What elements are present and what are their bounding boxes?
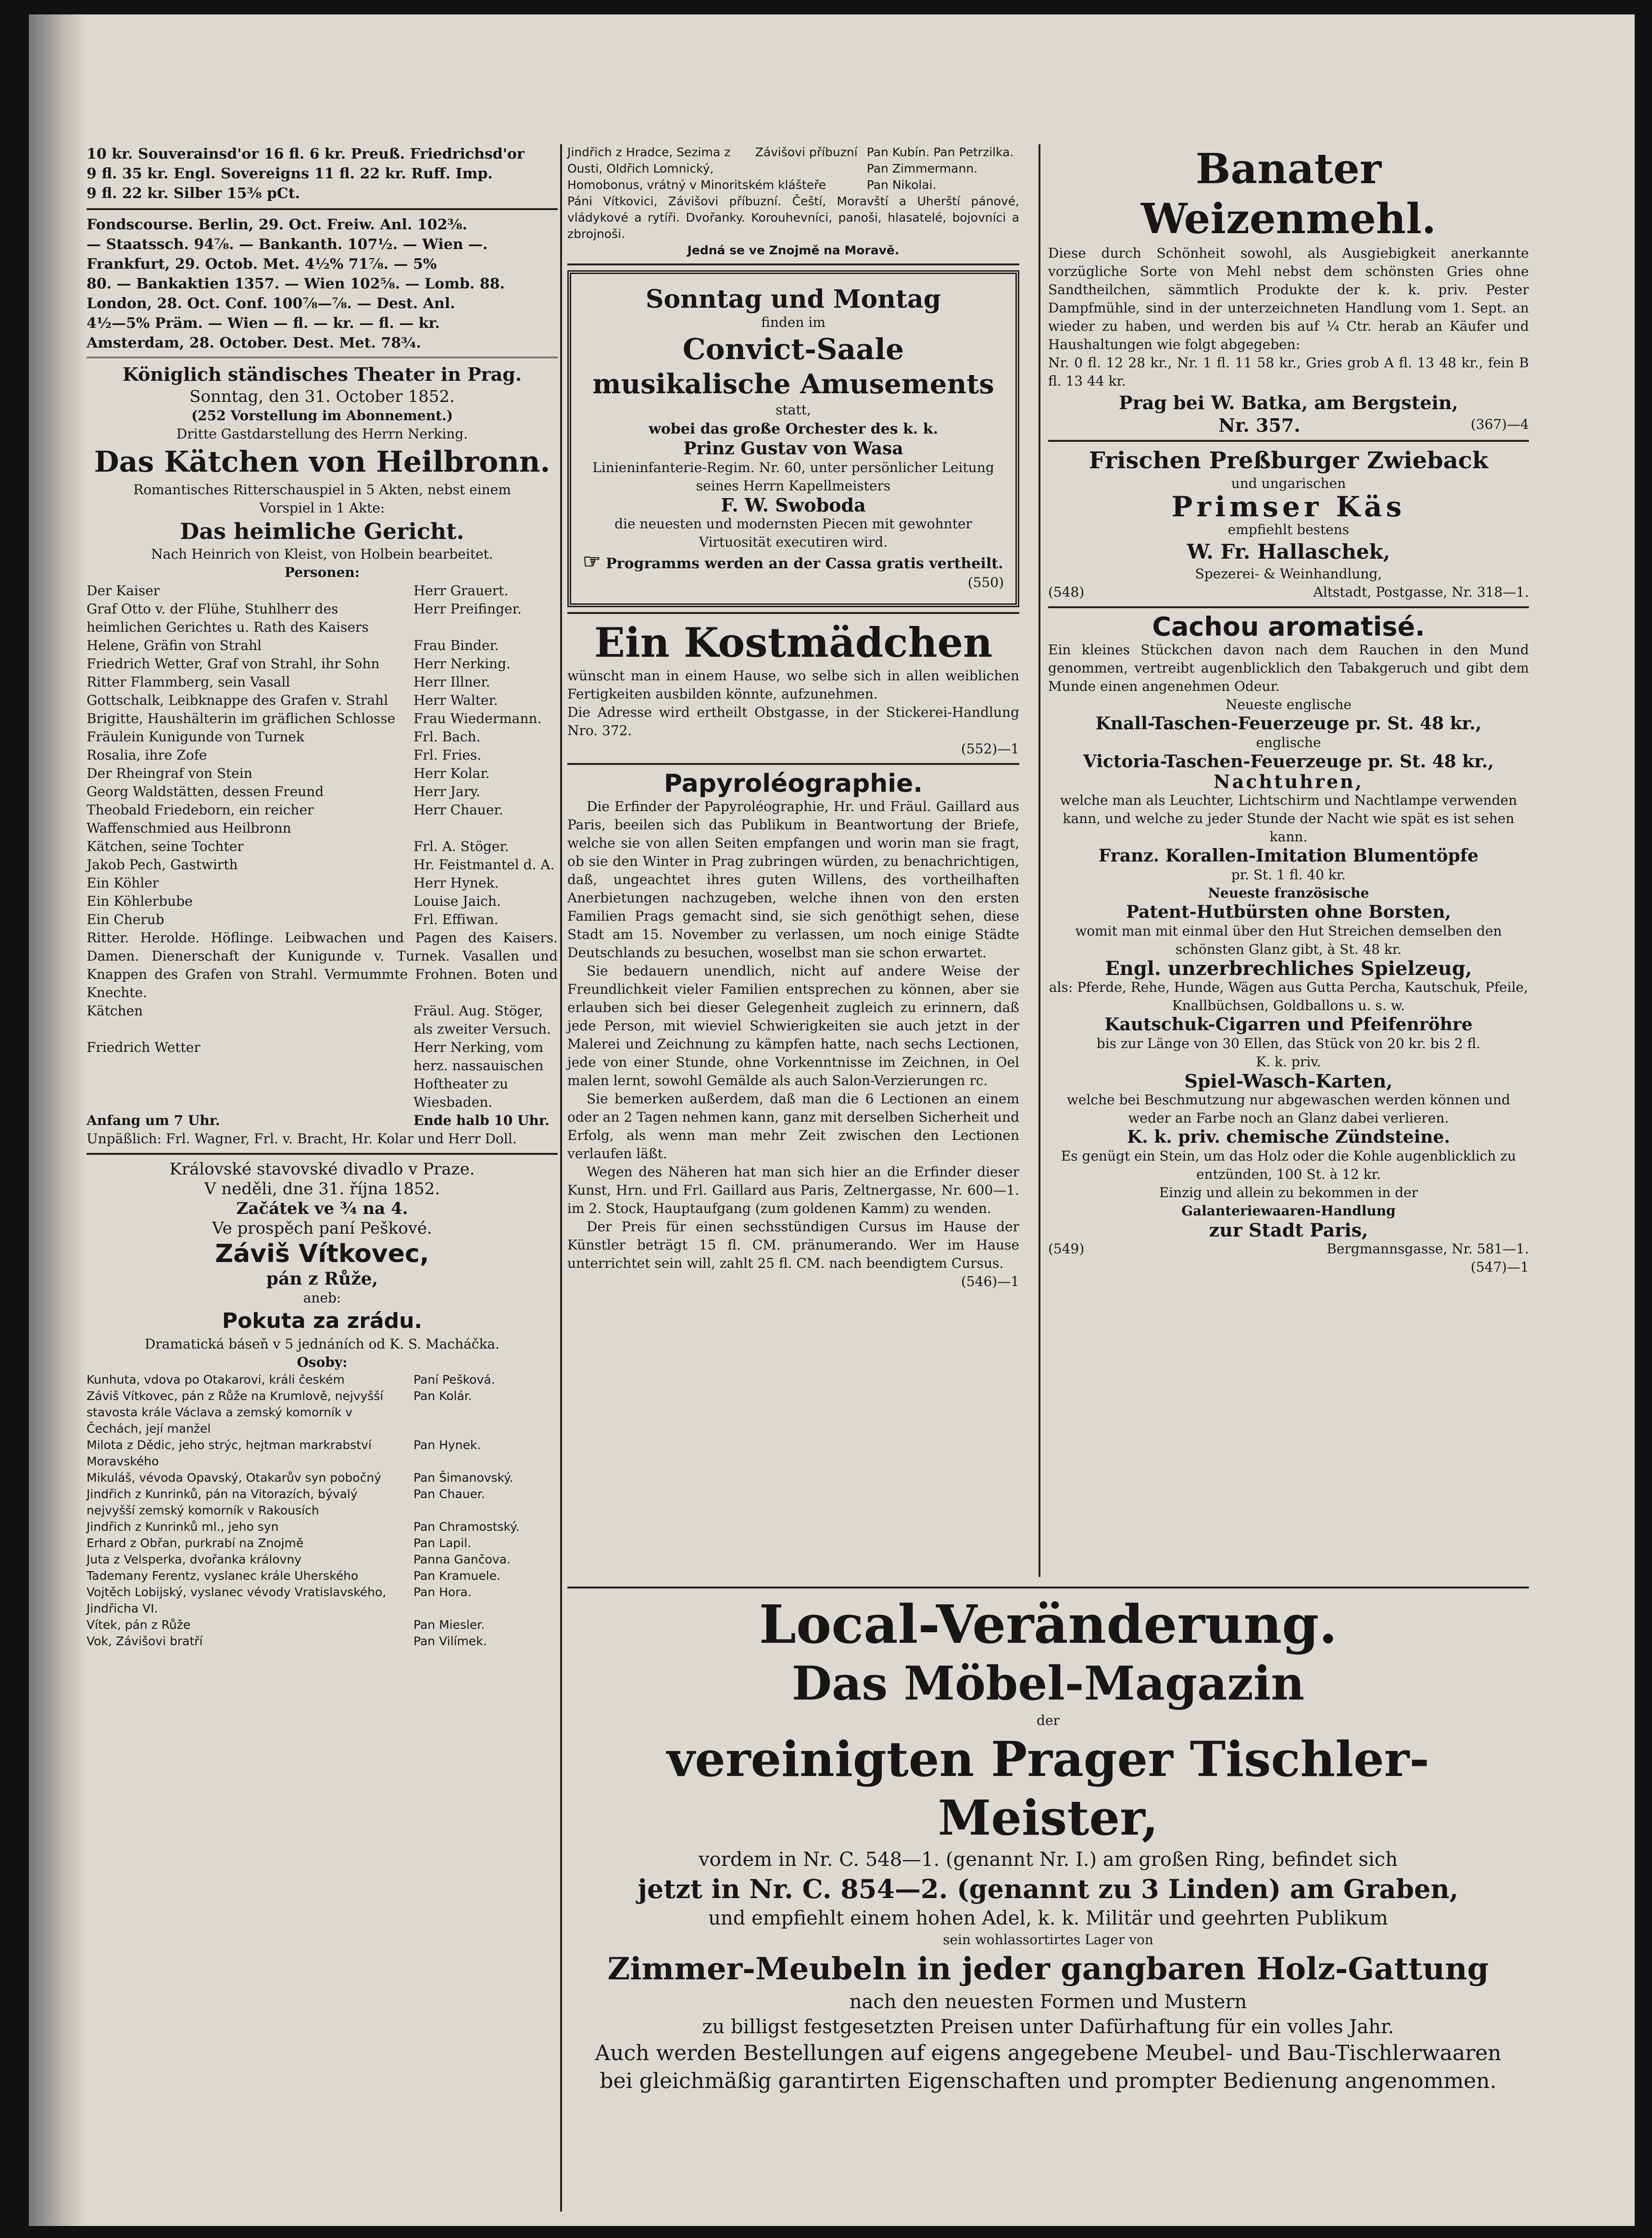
cast-row [87, 637, 558, 655]
papyro-paragraph: Der Preis für einen sechsstündigen Cursus im Hause der Künstler beträgt 15 fl. CM. pränumerando. Wer im Hause unterrichtet sein will, zahlt 25 fl. CM. nach beendigtem Cursus. [567, 1219, 1019, 1271]
product-line: Neueste englische [1226, 697, 1352, 713]
character: Jindřich z Kunrinků, pán na Vitorazích, bývalý nejvyšší zemský komorník v Rakousích [87, 1487, 358, 1517]
character: Jindřich z Kunrinků ml., jeho syn [87, 1520, 279, 1534]
actor: Herr Illner. [413, 674, 490, 690]
furniture-line: der [1037, 1713, 1060, 1728]
ad-number: (548) [1048, 584, 1085, 600]
character: Záviš Vítkovec, pán z Růže na Krumlově, nejvyšší stavosta krále Václava a zemský komorník v Čechách, její manžel [87, 1389, 384, 1436]
pointing-hand-icon: ☞ [583, 550, 601, 573]
cast-list [87, 582, 558, 929]
ad-number: (552)—1 [961, 741, 1019, 757]
divider [567, 612, 1019, 614]
character: Ein Cherub [87, 912, 164, 927]
furniture-line: bei gleichmäßig garantirten Eigenschaften und prompter Bedienung angenommen. [600, 2069, 1497, 2093]
actor: Herr Hynek. [413, 875, 499, 891]
papyro-paragraph: Die Erfinder der Papyroléographie, Hr. und Fräul. Gaillard aus Paris, beeilen sich das Publikum in Beantwortung der Briefe, welche sie von allen Seiten empfangen und worin man sie fragt, ob sie den Winter in Prag zubringen würden, zu benachrichtigen, daß, ungeachtet ihres guten Willens, des vortheilhaften Anerbietungen nachzugeben, welche ihnen von den ersten Familien Prags gemacht sind, sie sich genöthigt sehen, diese Stadt am 15. November zu verlassen, um noch einige Städte Deutschlands zu besuchen, woselbst man sie schon erwartet. [567, 799, 1019, 961]
cast-row [87, 728, 558, 746]
actor: Pan Hynek. [413, 1438, 481, 1452]
zwieback-heading: Frischen Preßburger Zwieback [1089, 447, 1489, 474]
character: Rosalia, ihre Zofe [87, 747, 207, 763]
prelude-author: Nach Heinrich von Kleist, von Holbein bearbeitet. [151, 546, 493, 562]
zwieback-line: Spezerei- & Weinhandlung, [1195, 566, 1382, 582]
character: Erhard z Obřan, purkrabí na Znojmě [87, 1536, 304, 1550]
fonds-line: 80. — Bankaktien 1357. — Wien 102⅝. — Lomb. 88. [87, 275, 505, 292]
furniture-new-address: jetzt in Nr. C. 854—2. (genannt zu 3 Linden) am Graben, [638, 1874, 1459, 1904]
flour-footer [1048, 415, 1529, 435]
flour-house-number: Nr. 357. [1218, 414, 1301, 436]
actor: Frau Wiedermann. [413, 711, 542, 726]
character: Ritter Flammberg, sein Vasall [87, 674, 290, 690]
actor: Herr Preifinger. [413, 601, 522, 617]
cast-row [87, 691, 558, 710]
furniture-product: Zimmer-Meubeln in jeder gangbaren Holz-Gattung [607, 1951, 1489, 1987]
divider [567, 763, 1019, 765]
ad-number: (550) [967, 575, 1004, 590]
furniture-line: vordem in Nr. C. 548—1. (genannt Nr. I.) am großen Ring, befindet sich [699, 1849, 1398, 1871]
theatre-date: Sonntag, den 31. October 1852. [189, 387, 455, 406]
fonds-line: London, 28. Oct. Conf. 100⅞—⅞. — Dest. Anl. [87, 295, 455, 312]
ad-number: (549) [1048, 1241, 1085, 1257]
cheese-heading: Primser Käs [1171, 490, 1406, 523]
character: Graf Otto v. der Flühe, Stuhlherr des heimlichen Gerichtes u. Rath des Kaisers [87, 601, 369, 635]
currency-line: 9 fl. 22 kr. Silber 15⅜ pCt. [87, 185, 300, 202]
actor: Frl. Bach. [413, 729, 481, 745]
cast-row [87, 1535, 558, 1551]
actor: Herr Kolar. [413, 765, 490, 781]
currency-line: 9 fl. 35 kr. Engl. Sovereigns 11 fl. 22 kr. Ruff. Imp. [87, 165, 493, 182]
product-name: Knall-Taschen-Feuerzeuge pr. St. 48 kr., [1095, 713, 1482, 734]
prelude-intro: Vorspiel in 1 Akte: [259, 500, 385, 516]
cz-benefit: Ve prospěch paní Peškové. [212, 1219, 432, 1238]
actor: Pan Chauer. [413, 1487, 485, 1501]
zwieback-footer [1048, 583, 1529, 601]
character: Vojtěch Lobijský, vyslanec vévody Vratislavského, Jindřicha VI. [87, 1585, 387, 1615]
cast-row [87, 1617, 558, 1633]
character: Milota z Dědic, jeho strýc, hejtman markrabství Moravského [87, 1438, 372, 1468]
cast-row [87, 1002, 558, 1038]
cast-heading: Personen: [284, 564, 360, 580]
cast-row [87, 673, 558, 691]
zwieback-line: und ungarischen [1231, 475, 1346, 491]
divider [1048, 440, 1529, 442]
cz-date: V neděli, dne 31. října 1852. [204, 1179, 440, 1199]
actor: Pan Vilímek. [413, 1634, 487, 1648]
character: Jakob Pech, Gastwirth [87, 857, 238, 873]
cachou-heading: Cachou aromatisé. [1152, 612, 1425, 642]
character: Brigitte, Haushälterin im gräflichen Schlosse [87, 711, 396, 726]
cast-row [87, 911, 558, 929]
cast-extras: Ritter. Herolde. Höflinge. Leibwachen und Pagen des Kaisers. Damen. Dienerschaft der Kunigunde v. Turnek. Vasallen und Knappen des Grafen von Strahl. Vermummte Frohnen. Boten und Knechte. [87, 930, 558, 1000]
concert-line: wobei das große Orchester des k. k. [648, 421, 939, 438]
actor: Herr Chauer. [413, 802, 503, 818]
product-line: als: Pferde, Rehe, Hunde, Wägen aus Gutta Percha, Kautschuk, Pfeile, Knallbüchsen, Goldballons u. s. w. [1049, 979, 1528, 1013]
papyro-heading: Papyroléographie. [663, 769, 923, 798]
column-2 [567, 144, 1019, 1291]
character: Theobald Friedeborn, ein reicher Waffenschmied aus Heilbronn [87, 802, 314, 836]
actor: Herr Walter. [413, 692, 498, 708]
cast-row [87, 710, 558, 728]
flour-prices: Nr. 0 fl. 12 28 kr., Nr. 1 fl. 11 58 kr., Gries grob A fl. 13 48 kr., fein B fl. 13 44 kr. [1048, 355, 1529, 389]
product-line: englische [1256, 735, 1321, 750]
shop-type: Galanteriewaaren-Handlung [1181, 1203, 1396, 1219]
fonds-line: Fondscourse. Berlin, 29. Oct. Freiw. Anl. 102⅜. [87, 216, 467, 233]
concert-place: Convict-Saale [682, 333, 904, 366]
theatre-subscription: (252 Vorstellung im Abonnement.) [191, 408, 453, 424]
cachou-footer [1048, 1240, 1529, 1258]
character: Kätchen [87, 1003, 143, 1019]
cachou-body: Ein kleines Stückchen davon nach dem Rauchen in den Mund genommen, vertreibt augenblicklich den Tabakgeruch und gibt dem Munde einen angenehmen Odeur. [1048, 642, 1529, 694]
actor: Paní Pešková. [413, 1373, 495, 1387]
cz-genre: Dramatická báseň v 5 jednáních od K. S. Macháčka. [144, 1336, 500, 1352]
papyro-paragraph: Sie bemerken außerdem, daß man die 6 Lectionen an einem oder an 2 Tagen nehmen kann, ganz mit derselben Sicherheit und Erfolg, als wenn man mehr Zeit zwischen den Lectionen verlaufen läßt. [567, 1091, 1019, 1162]
end-time: Ende halb 10 Uhr. [413, 1113, 550, 1128]
actor: Panna Gančova. [413, 1552, 511, 1566]
play-genre: Romantisches Ritterschauspiel in 5 Akten, nebst einem [133, 482, 511, 498]
character: Jindřich z Hradce, Sezima z Ousti, Oldřich Lomnický, [567, 145, 731, 175]
character: Friedrich Wetter, Graf von Strahl, ihr Sohn [87, 656, 380, 672]
cast-row [87, 838, 558, 856]
actor: Pan Chramostský. [413, 1520, 520, 1534]
actor: Pan Kolár. [413, 1389, 472, 1403]
theatre-title: Königlich ständisches Theater in Prag. [122, 363, 522, 385]
actor: Pan Kubín. Pan Petrzilka. Pan Zimmermann. [866, 145, 1014, 175]
actor: Herr Nerking, vom herz. nassauischen Hoftheater zu Wiesbaden. [413, 1039, 544, 1110]
character: Friedrich Wetter [87, 1039, 200, 1055]
furniture-line: sein wohlassortirtes Lager von [943, 1932, 1153, 1948]
theatre-guest: Dritte Gastdarstellung des Herrn Nerking. [176, 426, 468, 442]
character: Der Rheingraf von Stein [87, 765, 252, 781]
merchant-address: Altstadt, Postgasse, Nr. 318—1. [1313, 584, 1529, 600]
flour-address: Prag bei W. Batka, am Bergstein, [1119, 392, 1458, 413]
column-3 [1048, 144, 1529, 1276]
cast-row [87, 582, 558, 600]
cz-play-title: Záviš Vítkovec, [215, 1239, 429, 1268]
character: Helene, Gräfin von Strahl [87, 638, 262, 653]
character: Vok, Závišovi bratří [87, 1634, 203, 1648]
actor: Herr Nerking. [413, 656, 511, 672]
actor: Frl. Effiwan. [413, 912, 499, 927]
character: Fräulein Kunigunde von Turnek [87, 729, 304, 745]
product-name: K. k. priv. chemische Zündsteine. [1127, 1127, 1450, 1147]
character: Juta z Velsperka, dvořanka královny [87, 1552, 302, 1566]
product-name: Franz. Korallen-Imitation Blumentöpfe [1098, 846, 1479, 866]
concert-regiment: Prinz Gustav von Wasa [683, 438, 903, 459]
cast-row [87, 1038, 558, 1112]
character: Georg Waldstätten, dessen Freund [87, 784, 324, 800]
relation: Závišovi příbuzní [755, 145, 858, 159]
column-rule-1 [560, 144, 562, 2212]
cast-row [87, 1633, 558, 1650]
actor: Frau Binder. [413, 638, 499, 653]
product-name: Victoria-Taschen-Feuerzeuge pr. St. 48 kr., [1083, 751, 1494, 772]
product-line: womit man mit einmal über den Hut Streichen demselben den schönsten Glanz gibt, à St. 48 kr. [1075, 923, 1502, 957]
character: Homobonus, vrátný v Minoritském klášteře [567, 178, 826, 192]
cast-row [87, 1551, 558, 1568]
flour-body: Diese durch Schönheit sowohl, als Ausgiebigkeit anerkannte vorzügliche Sorte von Mehl nebst dem schönsten Gries ohne Sandtheilchen, sämmtlich Produkte der k. k. priv. Pester Dampfmühle, sind in der unterzeichneten Handlung vom 1. Sept. an wieder zu haben, und werden bis auf ¼ Ctr. herab an Käufer und Haushaltungen wie folgt abgegeben: [1048, 245, 1529, 352]
character: Mikuláš, vévoda Opavský, Otakarův syn pobočný [87, 1471, 381, 1485]
actor: Pan Nikolai. [866, 178, 937, 192]
cz-cast-list [87, 1372, 558, 1650]
furniture-guild: vereinigten Prager Tischler-Meister, [667, 1731, 1429, 1846]
concert-conductor: F. W. Swoboda [721, 494, 866, 516]
cz-cast-heading: Osoby: [297, 1354, 348, 1370]
cast-row [87, 892, 558, 911]
merchant-name: W. Fr. Hallaschek, [1187, 540, 1390, 563]
ad-number: (367)—4 [1470, 416, 1529, 432]
furniture-line: und empfiehlt einem hohen Adel, k. k. Militär und geehrten Publikum [708, 1907, 1388, 1929]
divider [87, 1153, 558, 1155]
fonds-line: — Staatssch. 94⅞. — Bankanth. 107½. — Wien —. [87, 236, 488, 253]
product-line: K. k. priv. [1256, 1054, 1321, 1070]
product-name: Nachtuhren, [1214, 771, 1364, 792]
divider [1048, 606, 1529, 608]
cz-play-subtitle: pán z Růže, [266, 1269, 378, 1289]
cast-row [87, 874, 558, 892]
character: Der Kaiser [87, 583, 160, 599]
concert-program [583, 551, 1004, 574]
cz-theatre-title: Královské stavovské divadlo v Praze. [169, 1160, 475, 1179]
divider [567, 263, 1019, 265]
product-line: welche man als Leuchter, Lichtschirm und Nachtlampe verwenden kann, und welche zu jeder Stunde der Nacht wie spät es ist sehen kann. [1060, 792, 1517, 845]
start-time: Anfang um 7 Uhr. [87, 1113, 220, 1128]
cast-row [87, 1437, 558, 1470]
fonds-line: 4½—5% Präm. — Wien — fl. — kr. — fl. — kr. [87, 315, 440, 332]
concert-ad [567, 270, 1019, 607]
actor: Pan Miesler. [413, 1618, 485, 1632]
product-name: Kautschuk-Cigarren und Pfeifenröhre [1104, 1014, 1473, 1035]
cast-row [87, 783, 558, 801]
cz-aneb: aneb: [303, 1290, 341, 1306]
play-title: Das Kätchen von Heilbronn. [94, 445, 551, 479]
cast-row [87, 1519, 558, 1535]
fonds-line: Amsterdam, 28. October. Dest. Met. 78¾. [87, 335, 421, 351]
actor: Frl. A. Stöger. [413, 838, 509, 854]
cast-row [87, 1388, 558, 1437]
character: Kätchen, seine Tochter [87, 838, 244, 854]
divider [567, 1587, 1529, 1588]
currency-block [87, 144, 558, 203]
cast-row [87, 1470, 558, 1486]
actor: Hr. Feistmantel d. A. [413, 857, 555, 873]
ad-number: (546)—1 [961, 1274, 1019, 1289]
concert-heading: Sonntag und Montag [645, 285, 941, 314]
cast-row [87, 600, 558, 637]
actor: Pan Kramuele. [413, 1569, 501, 1583]
divider [87, 208, 558, 210]
concert-line: statt, [776, 402, 811, 418]
maid-address: Die Adresse wird ertheilt Obstgasse, in der Stickerei-Handlung Nro. 372. [567, 704, 1019, 738]
product-line: welche bei Beschmutzung nur abgewaschen werden können und weder an Farbe noch an Glanz dabei verlieren. [1066, 1092, 1511, 1126]
cast-row [87, 1372, 558, 1388]
concert-line: finden im [761, 314, 826, 330]
cast-row [87, 1584, 558, 1617]
cast-row [567, 144, 1019, 177]
cz-cast-note: Páni Vítkovici, Závišovi příbuzní. Čeští, Moravští a Uherští pánové, vládykové a rytíři. Dvořanky. Korouhevníci, panoši, hlasatelé, bojovníci a zbrojnoši. [567, 194, 1019, 241]
furniture-line: zu billigst festgesetzten Preisen unter Dafürhaftung für ein volles Jahr. [702, 2016, 1394, 2038]
character: Kunhuta, vdova po Otakarovi, králi českém [87, 1373, 345, 1387]
cast-row [87, 1486, 558, 1519]
papyro-paragraph: Wegen des Näheren hat man sich hier an die Erfinder dieser Kunst, Hrn. und Frl. Gaillard aus Paris, Zeltnergasse, Nr. 600—1. im 2. Stock, Hauptaufgang (zum goldenen Kamm) zu wenden. [567, 1164, 1019, 1216]
fonds-block [87, 215, 558, 353]
character: Ein Köhlerbube [87, 893, 193, 909]
cast-row [87, 655, 558, 673]
character: Tademany Ferentz, vyslanec krále Uherského [87, 1569, 359, 1583]
divider [87, 357, 558, 358]
furniture-line: Auch werden Bestellungen auf eigens angegebene Meubel- und Bau-Tischlerwaaren [595, 2041, 1502, 2065]
papyro-paragraph: Sie bedauern unendlich, nicht auf andere Weise der Freundlichkeit vieler Familien entsprechen zu können, aber sie erlauben sich bei dieser Gelegenheit zugleich zu erinnern, daß jede Person, mit wieviel Schwierigkeiten sie auch jetzt in der Malerei und Zeichnung zu kämpfen hatte, nach sechs Lectionen, jede von einer Stunde, ohne Vorkenntnisse im Zeichnen, in Oel malen lernt, sowohl Gemälde als auch Salon-Verzierungen rc. [567, 963, 1019, 1088]
shop-address: Bergmannsgasse, Nr. 581—1. [1327, 1241, 1529, 1257]
actor: Fräul. Aug. Stöger, als zweiter Versuch. [413, 1003, 551, 1037]
cz-play-title-2: Pokuta za zrádu. [222, 1309, 423, 1333]
furniture-heading: Local-Veränderung. [759, 1593, 1338, 1655]
maid-heading: Ein Kostmädchen [594, 619, 993, 666]
character: Gottschalk, Leibknappe des Grafen v. Strahl [87, 692, 388, 708]
cast-row [567, 177, 1019, 193]
column-1 [87, 144, 558, 1650]
actor: Herr Grauert. [413, 583, 509, 599]
cz-cast-continued [567, 144, 1019, 259]
column-rule-2 [1039, 144, 1040, 1577]
furniture-subheading: Das Möbel-Magazin [791, 1656, 1305, 1711]
concert-line: die neuesten und modernsten Piecen mit gewohnter Virtuosität executiren wird. [614, 516, 972, 550]
cast-row [87, 801, 558, 838]
cast-row [87, 856, 558, 874]
concert-program-text: Programms werden an der Cassa gratis vertheilt. [606, 555, 1003, 572]
actor: Pan Šimanovský. [413, 1471, 513, 1485]
indisposed-note: Unpäßlich: Frl. Wagner, Frl. v. Bracht, Hr. Kolar und Herr Doll. [87, 1131, 517, 1147]
cast-row [87, 1568, 558, 1584]
show-times [87, 1112, 558, 1130]
ad-number: (547)—1 [1470, 1259, 1529, 1275]
prelude-title: Das heimliche Gericht. [180, 518, 464, 544]
concert-line: Linieninfanterie-Regim. Nr. 60, unter persönlicher Leitung seines Herrn Kapellmeisters [592, 460, 994, 494]
cast-row [87, 746, 558, 764]
product-line: Neueste französische [1208, 885, 1369, 901]
product-name: Spiel-Wasch-Karten, [1184, 1070, 1393, 1092]
product-name: Engl. unzerbrechliches Spielzeug, [1105, 957, 1472, 980]
character: Vítek, pán z Růže [87, 1618, 191, 1632]
product-line: pr. St. 1 fl. 40 kr. [1231, 867, 1346, 883]
cz-place: Jedná se ve Znojmě na Moravě. [687, 243, 900, 257]
furniture-line: nach den neuesten Formen und Mustern [849, 1991, 1247, 2013]
actor: Herr Jary. [413, 784, 480, 800]
actor: Pan Lapil. [413, 1536, 472, 1550]
product-line: Es genügt ein Stein, um das Holz oder die Kohle augenblicklich zu entzünden, 100 St. à 12 kr. [1061, 1148, 1516, 1182]
concert-title: musikalische Amusements [592, 368, 994, 400]
fonds-line: Frankfurt, 29. Octob. Met. 4½% 71⅞. — 5% [87, 256, 437, 273]
product-name: Patent-Hutbürsten ohne Borsten, [1126, 902, 1452, 922]
product-line: bis zur Länge von 30 Ellen, das Stück von 20 kr. bis 2 fl. [1096, 1036, 1481, 1051]
cast-row [87, 764, 558, 783]
product-line: Einzig und allein zu bekommen in der [1159, 1185, 1418, 1200]
currency-line: 10 kr. Souverainsd'or 16 fl. 6 kr. Preuß. Friedrichsd'or [87, 146, 525, 163]
flour-heading: Banater Weizenmehl. [1141, 145, 1436, 243]
page-gutter [29, 14, 87, 2226]
cz-start: Začátek ve ¾ na 4. [236, 1199, 408, 1218]
furniture-ad [567, 1582, 1529, 2095]
maid-body: wünscht man in einem Hause, wo selbe sich in allen weiblichen Fertigkeiten ausbilden könnte, aufzunehmen. [567, 668, 1019, 702]
shop-name: zur Stadt Paris, [1209, 1219, 1368, 1241]
actor: Pan Hora. [413, 1585, 472, 1599]
zwieback-line: empfiehlt bestens [1227, 522, 1350, 538]
character: Ein Köhler [87, 875, 159, 891]
actor: Louise Jaich. [413, 893, 501, 909]
actor: Frl. Fries. [413, 747, 482, 763]
